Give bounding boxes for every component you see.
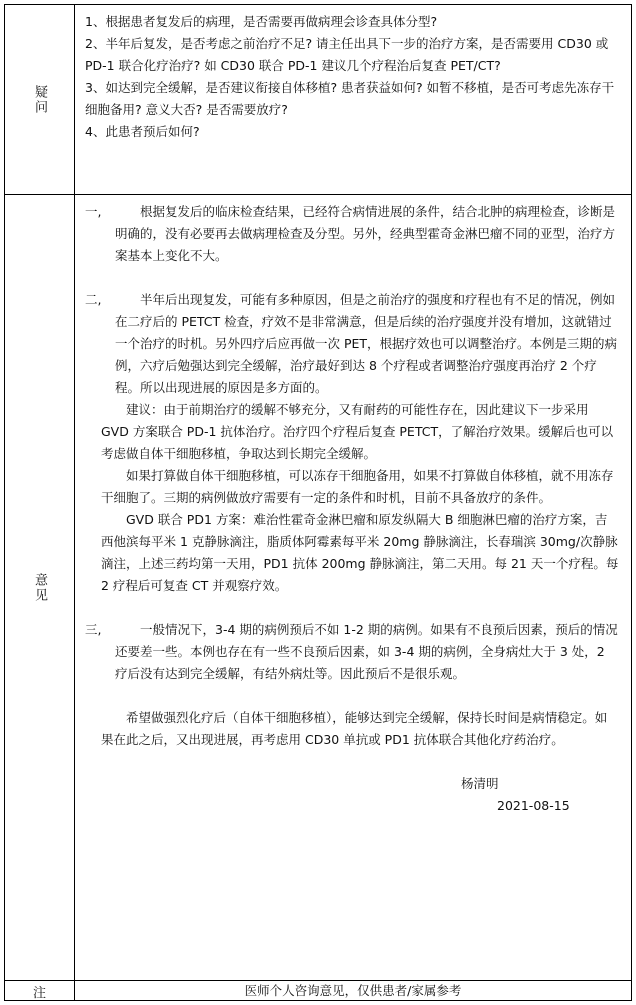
section-3-text: 一般情况下，3-4 期的病例预后不如 1-2 期的病例。如果有不良预后因素，预后的情况还要差一些。本例也存在有一些不良预后因素，如 3-4 期的病例，全身病灶大于 3 处，2 疗后没有达到完全缓解，有结外病灶等。因此预后不是很乐观。	[115, 622, 618, 681]
section-1-text: 根据复发后的临床检查结果，已经符合病情进展的条件，结合北肿的病理检查，诊断是明确的，没有必要再去做病理检查及分型。另外，经典型霍奇金淋巴瘤不同的亚型，治疗方案基本上变化不大。	[115, 204, 616, 263]
opinion-label-cell	[5, 195, 75, 980]
opinion-row	[5, 195, 631, 981]
question-1: 1、根据患者复发后的病理，是否需要再做病理会诊查具体分型?	[85, 14, 438, 29]
questions-label-cell	[5, 5, 75, 194]
gvd-regimen-paragraph: GVD 联合 PD1 方案：难治性霍奇金淋巴瘤和原发纵隔大 B 细胞淋巴瘤的治疗方案，吉西他滨每平米 1 克静脉滴注，脂质体阿霉素每平米 20mg 静脉滴注，长春瑞滨 30mg/次静脉滴注，上述三药均第一天用，PD1 抗体 200mg 静脉滴注，第二天用。每 21 天一个疗程。每 2 疗程后可复查 CT 并观察疗效。	[101, 512, 619, 593]
footer-note: 医师个人咨询意见，仅供患者/家属参考	[244, 983, 462, 998]
note-label-cell	[5, 981, 75, 1001]
transplant-paragraph: 如果打算做自体干细胞移植，可以冻存干细胞备用，如果不打算做自体移植，就不用冻存干细胞了。三期的病例做放疗需要有一定的条件和时机，目前不具备放疗的条件。	[101, 468, 614, 505]
opinion-section-3	[83, 619, 619, 685]
opinion-cell	[75, 195, 631, 980]
note-row	[5, 981, 631, 1001]
question-3: 3、如达到完全缓解，是否建议衔接自体移植? 患者获益如何? 如暂不移植，是否可考虑先冻存干细胞备用? 意义大否? 是否需要放疗?	[85, 80, 615, 117]
question-2: 2、半年后复发，是否考虑之前治疗不足? 请主任出具下一步的治疗方案，是否需要用 CD30 或 PD-1 联合化疗治疗? 如 CD30 联合 PD-1 建议几个疗程治后复查 PET/CT?	[85, 36, 609, 73]
section-1-number: 一,	[85, 204, 102, 219]
questions-cell	[75, 5, 631, 194]
section-3-number: 三,	[85, 622, 102, 637]
opinion-label: 意见	[32, 572, 47, 603]
questions-label: 疑问	[32, 84, 47, 115]
doctor-signature: 杨清明	[461, 776, 499, 791]
section-2-text: 半年后出现复发，可能有多种原因，但是之前治疗的强度和疗程也有不足的情况，例如在二疗后的 PETCT 检查，疗效不是非常满意，但是后续的治疗强度并没有增加，这就错过一个治疗的时机。另外四疗后应再做一次 PET，根据疗效也可以调整治疗。本例是三期的病例，六疗后勉强达到完全缓解，治疗最好到达 8 个疗程或者调整治疗强度再治疗 2 个疗程。所以出现进展的原因是多方面的。	[115, 292, 618, 395]
consultation-form	[4, 4, 632, 1001]
note-cell	[75, 981, 631, 1001]
note-label: 注	[32, 985, 46, 1001]
question-4: 4、此患者预后如何?	[85, 124, 200, 139]
section-2-number: 二,	[85, 292, 102, 307]
questions-row	[5, 5, 631, 195]
opinion-section-2	[83, 289, 619, 399]
signature-date: 2021-08-15	[497, 798, 570, 813]
opinion-section-1	[83, 201, 619, 267]
suggestion-paragraph: 建议：由于前期治疗的缓解不够充分，又有耐药的可能性存在，因此建议下一步采用 GVD 方案联合 PD-1 抗体治疗。治疗四个疗程后复查 PETCT，了解治疗效果。缓解后也可以考虑做自体干细胞移植，争取达到长期完全缓解。	[101, 402, 614, 461]
closing-paragraph: 希望做强烈化疗后（自体干细胞移植），能够达到完全缓解，保持长时间是病情稳定。如果在此之后，又出现进展，再考虑用 CD30 单抗或 PD1 抗体联合其他化疗药治疗。	[101, 710, 608, 747]
